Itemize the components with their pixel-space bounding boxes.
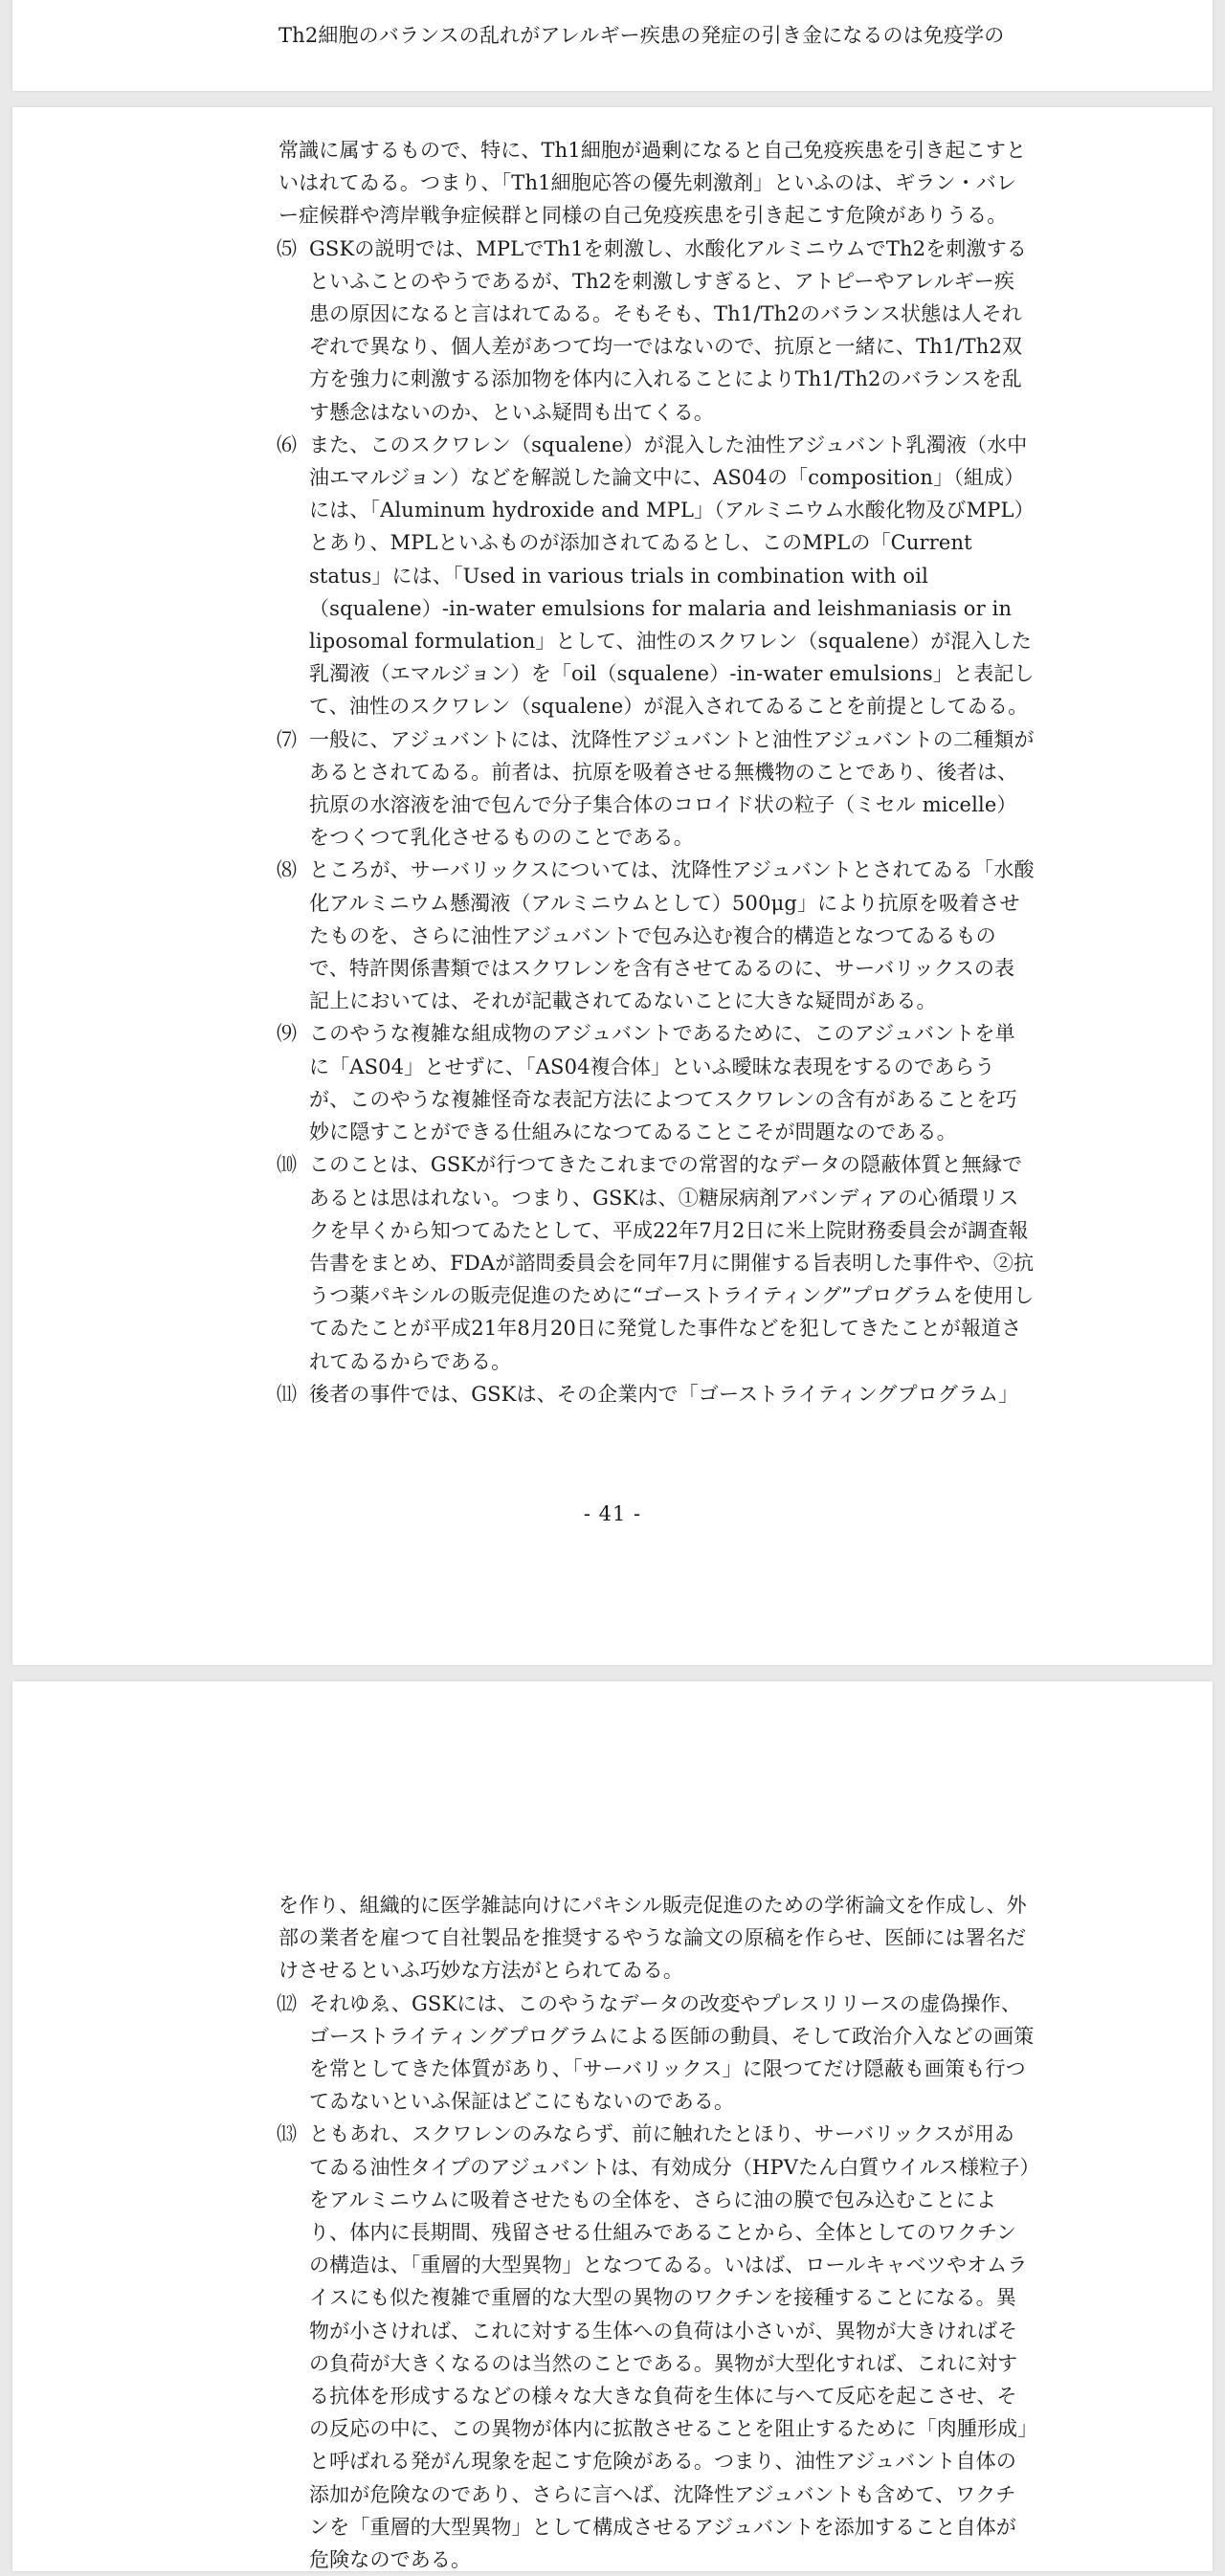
paragraph-number: ⒀ xyxy=(277,2122,298,2146)
paragraph-text: ところが、サーバリックスについては、沈降性アジュバントとされてゐる「水酸化アルミニウム懸濁液（アルミニウムとして）500μg」により抗原を吸着させたものを、さらに油性アジュバントで包み込む複合的構造となつてゐるもので、特許関係書類ではスクワレンを含有させてゐるのに、サーバリックスの表記上においては、それが記載されてゐないことに大きな疑問がある。 xyxy=(309,858,1035,1013)
document-page-top xyxy=(12,0,1213,91)
page-text-block xyxy=(278,19,1035,52)
paragraph-11 xyxy=(278,1378,1035,1410)
paragraph-text: 一般に、アジュバントには、沈降性アジュバントと油性アジュバントの二種類があるとされてゐる。前者は、抗原を吸着させる無機物のことであり、後者は、抗原の水溶液を油で包んで分子集合体のコロイド状の粒子（ミセル micelle）をつくつて乳化させるもののことである。 xyxy=(309,727,1035,850)
paragraph-6 xyxy=(278,429,1035,723)
paragraph-text: このやうな複雑な組成物のアジュバントであるために、このアジュバントを単に「AS04」とせずに、「AS04複合体」といふ曖昧な表現をするのであらうが、このやうな複雑怪奇な表記方法によつてスクワレンの含有があることを巧妙に隠すことができる仕組みになつてゐることこそが問題なのである。 xyxy=(309,1022,1017,1144)
paragraph-8 xyxy=(278,854,1035,1017)
continuation-text: Th2細胞のバランスの乱れがアレルギー疾患の発症の引き金になるのは免疫学の xyxy=(278,24,1005,47)
paragraph-text: GSKの説明では、MPLでTh1を刺激し、水酸化アルミニウムでTh2を刺激するといふことのやうであるが、Th2を刺激しすぎると、アトピーやアレルギー疾患の原因になると言はれてゐる。そもそも、Th1/Th2のバランス状態は人それぞれで異なり、個人差があつて均一ではないので、抗原と一緒に、Th1/Th2双方を強力に刺激する添加物を体内に入れることによりTh1/Th2のバランスを乱す懸念はないのか、といふ疑問も出てくる。 xyxy=(309,236,1028,424)
paragraph-number: ⑾ xyxy=(277,1382,298,1406)
continuation-text: 常識に属するもので、特に、Th1細胞が過剰になると自己免疫疾患を引き起こすといはれてゐる。つまり、「Th1細胞応答の優先刺激剤」といふのは、ギラン・バレー症候群や湾岸戦争症候群と同様の自己免疫疾患を引き起こす危険がありうる。 xyxy=(278,139,1027,228)
paragraph-number: ⑿ xyxy=(277,1991,298,2015)
paragraph-text: また、このスクワレン（squalene）が混入した油性アジュバント乳濁液（水中油エマルジョン）などを解説した論文中に、AS04の「composition」（組成）には、「Aluminum hydroxide and MPL」（アルミニウム水酸化物及びMPL）とあり、MPLといふものが添加されてゐるとし、このMPLの「Current status」には、「Used in various trials in combination with oil（squalene）-in-water emulsions for malaria and leishmaniasis or in liposomal formulation」として、油性のスクワレン（squalene）が混入した乳濁液（エマルジョン）を「oil（squalene）-in-water emulsions」と表記して、油性のスクワレン（squalene）が混入されてゐることを前提としてゐる。 xyxy=(309,433,1035,719)
paragraph-number: ⑸ xyxy=(277,236,298,260)
paragraph-number: ⑺ xyxy=(277,727,298,751)
paragraph-number: ⑽ xyxy=(277,1153,298,1177)
paragraph-12 xyxy=(278,1988,1035,2119)
paragraph-number: ⑼ xyxy=(277,1022,298,1046)
paragraph-text: ともあれ、スクワレンのみならず、前に触れたとほり、サーバリックスが用ゐてゐる油性タイプのアジュバントは、有効成分（HPVたん白質ウイルス様粒子）をアルミニウムに吸着させたもの全体を、さらに油の膜で包み込むことにより、体内に長期間、残留させる仕組みであることから、全体としてのワクチンの構造は、「重層的大型異物」となつてゐる。いはば、ロールキャベツやオムライスにも似た複雑で重層的な大型の異物のワクチンを接種することになる。異物が小さければ、これに対する生体への負荷は小さいが、異物が大きければその負荷が大きくなるのは当然のことである。異物が大型化すれば、これに対する抗体を形成するなどの様々な大きな負荷を生体に与へて反応を起こさせ、その反応の中に、この異物が体内に拡散させることを阻止するために「肉腫形成」と呼ばれる発がん現象を起こす危険がある。つまり、油性アジュバント自体の添加が危険なのであり、さらに言へば、沈降性アジュバントも含めて、ワクチンを「重層的大型異物」として構成させるアジュバントを添加すること自体が危険なのである。 xyxy=(309,2122,1031,2572)
paragraph-number: ⑹ xyxy=(277,433,298,456)
paragraph-5 xyxy=(278,233,1035,429)
document-page-41 xyxy=(12,107,1213,1665)
paragraph-10 xyxy=(278,1148,1035,1377)
document-page-42 xyxy=(12,1681,1213,2571)
page-number: - 41 - xyxy=(583,1502,642,1525)
paragraph-text: このことは、GSKが行つてきたこれまでの常習的なデータの隠蔽体質と無縁であるとは思はれない。つまり、GSKは、①糖尿病剤アバンディアの心循環リスクを早くから知つてゐたとして、平成22年7月2日に米上院財務委員会が調査報告書をまとめ、FDAが諮問委員会を同年7月に開催する旨表明した事件や、②抗うつ薬パキシルの販売促進のために“ゴーストライティング”プログラムを使用してゐたことが平成21年8月20日に発覚した事件などを犯してきたことが報道されてゐるからである。 xyxy=(309,1153,1035,1373)
page-text-block xyxy=(278,1889,1035,2576)
paragraph-7 xyxy=(278,723,1035,855)
paragraph-text: それゆゑ、GSKには、このやうなデータの改変やプレスリリースの虚偽操作、ゴーストライティングプログラムによる医師の動員、そして政治介入などの画策を常としてきた体質があり、「サーバリックス」に限つてだけ隠蔽も画策も行つてゐないといふ保証はどこにもないのである。 xyxy=(309,1991,1035,2114)
paragraph-text: 後者の事件では、GSKは、その企業内で「ゴーストライティングプログラム」 xyxy=(309,1382,1019,1406)
paragraph-13 xyxy=(278,2118,1035,2576)
continuation-text: を作り、組織的に医学雑誌向けにパキシル販売促進のための学術論文を作成し、外部の業者を雇つて自社製品を推奨するやうな論文の原稿を作らせ、医師には署名だけさせるといふ巧妙な方法がとられてゐる。 xyxy=(278,1894,1027,1983)
paragraph-number: ⑻ xyxy=(277,858,298,882)
paragraph-9 xyxy=(278,1017,1035,1148)
page-text-block xyxy=(278,134,1035,1410)
